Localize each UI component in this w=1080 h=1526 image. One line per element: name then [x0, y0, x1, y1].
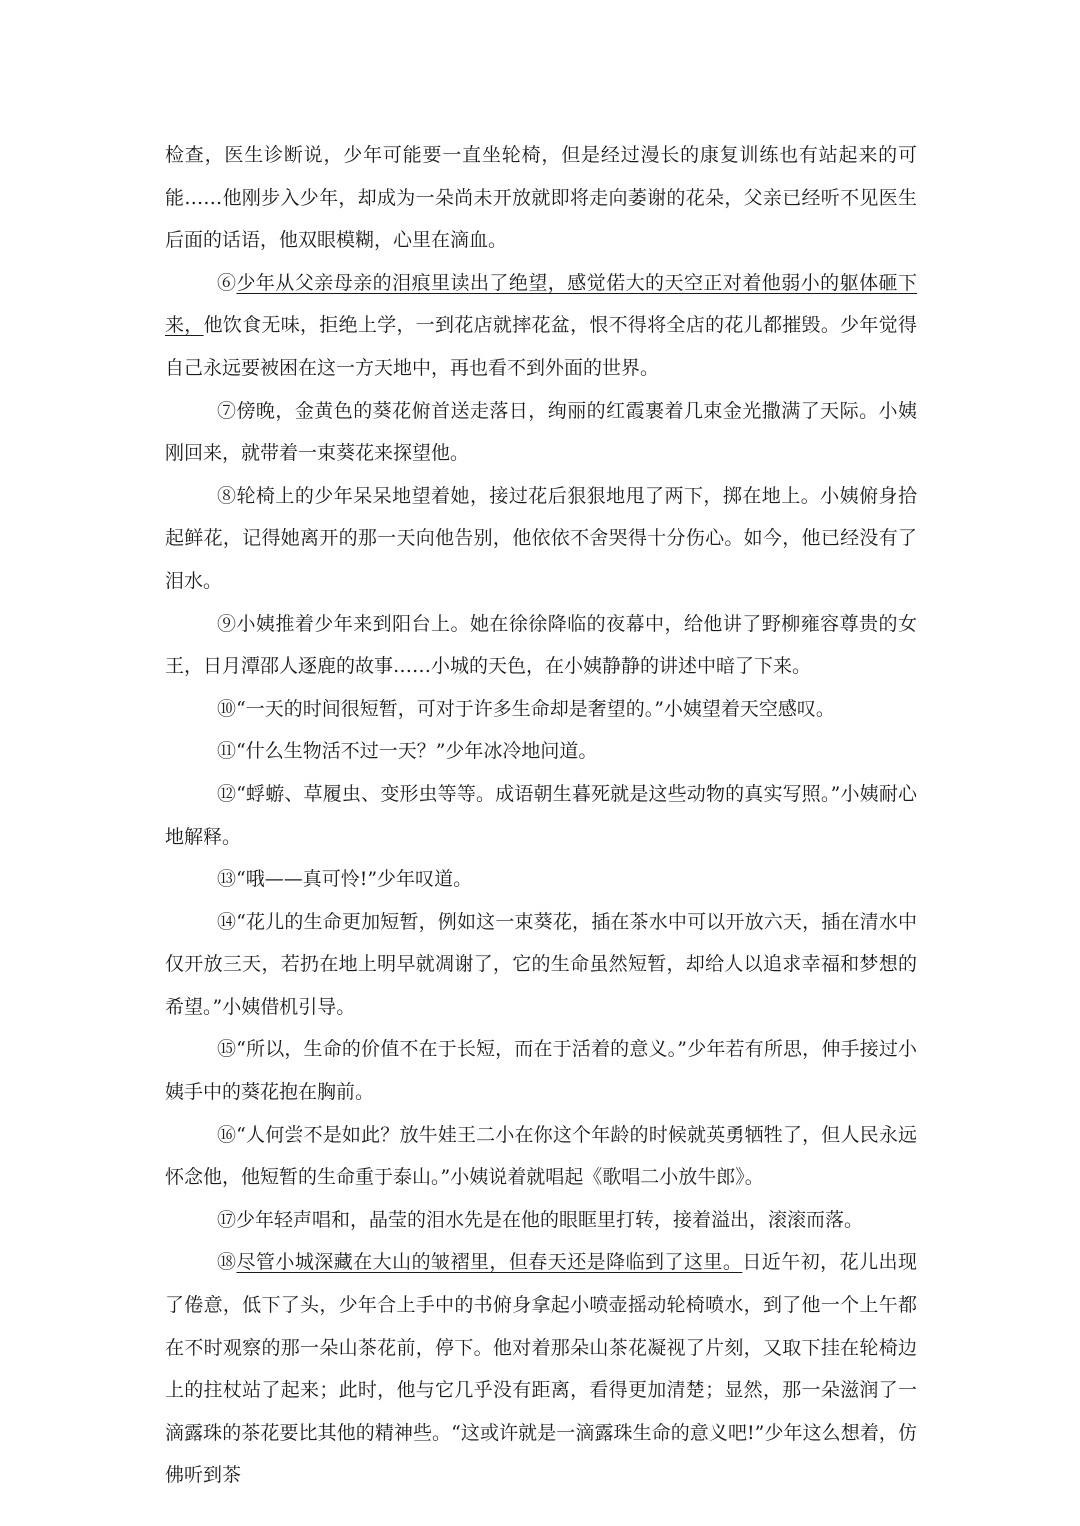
paragraph-12: ⑫“蜉蝣、草履虫、变形虫等等。成语朝生暮死就是这些动物的真实写照。”小姨耐心地解释。 [165, 782, 917, 848]
paragraph-17: ⑰少年轻声唱和，晶莹的泪水先是在他的眼眶里打转，接着溢出，滚滚而落。 [217, 1208, 864, 1231]
paragraph-18-rest: 日近午初，花儿出现了倦意，低下了头，少年合上手中的书俯身拿起小喷壶摇动轮椅喷水，到了他一个上午都在不时观察的那一朵山茶花前，停下。他对着那朵山茶花凝视了片刻，又取下挂在轮椅边上的拄杖站了起来；此时，他与它几乎没有距离，看得更加清楚；显然，那一朵滋润了一滴露珠的茶花要比其他的精神些。“这或许就是一滴露珠生命的意义吧!”少年这么想着，仿佛听到茶 [165, 1251, 917, 1487]
paragraph-13: ⑬“哦——真可怜!”少年叹道。 [217, 868, 473, 891]
paragraph-16: ⑯“人何尝不是如此？放牛娃王二小在你这个年龄的时候就英勇牺牲了，但人民永远怀念他，他短暂的生命重于泰山。”小姨说着就唱起《歌唱二小放牛郎》。 [165, 1123, 917, 1189]
paragraph-6-rest: 他饮食无味，拒绝上学，一到花店就摔花盆，恨不得将全店的花儿都摧毁。少年觉得自己永远要被困在这一方天地中，再也看不到外面的世界。 [165, 314, 917, 379]
paragraph-11: ⑪“什么生物活不过一天？”少年冰冷地问道。 [217, 740, 598, 763]
paragraph-5-continued: 检查，医生诊断说，少年可能要一直坐轮椅，但是经过漫长的康复训练也有站起来的可能……他刚步入少年，却成为一朵尚未开放就即将走向萎谢的花朵，父亲已经听不见医生后面的话语，他双眼模糊，心里在滴血。 [165, 144, 917, 252]
paragraph-18-underlined-sentence: 尽管小城深藏在大山的皱褶里，但春天还是降临到了这里。 [236, 1251, 743, 1274]
paragraph-8: ⑧轮椅上的少年呆呆地望着她，接过花后狠狠地甩了两下，掷在地上。小姨俯身拾起鲜花，记得她离开的那一天向他告别，他依依不舍哭得十分伤心。如今，他已经没有了泪水。 [165, 484, 917, 592]
paragraph-18 [165, 1241, 917, 1497]
paragraph-10: ⑩“一天的时间很短暂，可对于许多生命却是奢望的。”小姨望着天空感叹。 [217, 697, 835, 720]
paragraph-6 [165, 262, 917, 390]
paragraph-9: ⑨小姨推着少年来到阳台上。她在徐徐降临的夜幕中，给他讲了野柳雍容尊贵的女王，日月潭邵人逐鹿的故事……小城的天色，在小姨静静的讲述中暗了下来。 [165, 612, 917, 678]
paragraph-14: ⑭“花儿的生命更加短暂，例如这一束葵花，插在茶水中可以开放六天，插在清水中仅开放三天，若扔在地上明早就凋谢了，它的生命虽然短暂，却给人以追求幸福和梦想的希望。”小姨借机引导。 [165, 910, 917, 1018]
paragraph-15: ⑮“所以，生命的价值不在于长短，而在于活着的意义。”少年若有所思，伸手接过小姨手中的葵花抱在胸前。 [165, 1038, 917, 1104]
paragraph-7: ⑦傍晚，金黄色的葵花俯首送走落日，绚丽的红霞裹着几束金光撒满了天际。小姨刚回来，就带着一束葵花来探望他。 [165, 399, 917, 465]
article-text [165, 134, 917, 1497]
paragraph-6-underlined-sentence: 少年从父亲母亲的泪痕里读出了绝望，感觉偌大的天空正对着他弱小的躯体砸下来， [165, 271, 917, 337]
paragraph-18-marker: ⑱ [217, 1251, 237, 1274]
paragraph-6-marker: ⑥ [217, 271, 237, 294]
